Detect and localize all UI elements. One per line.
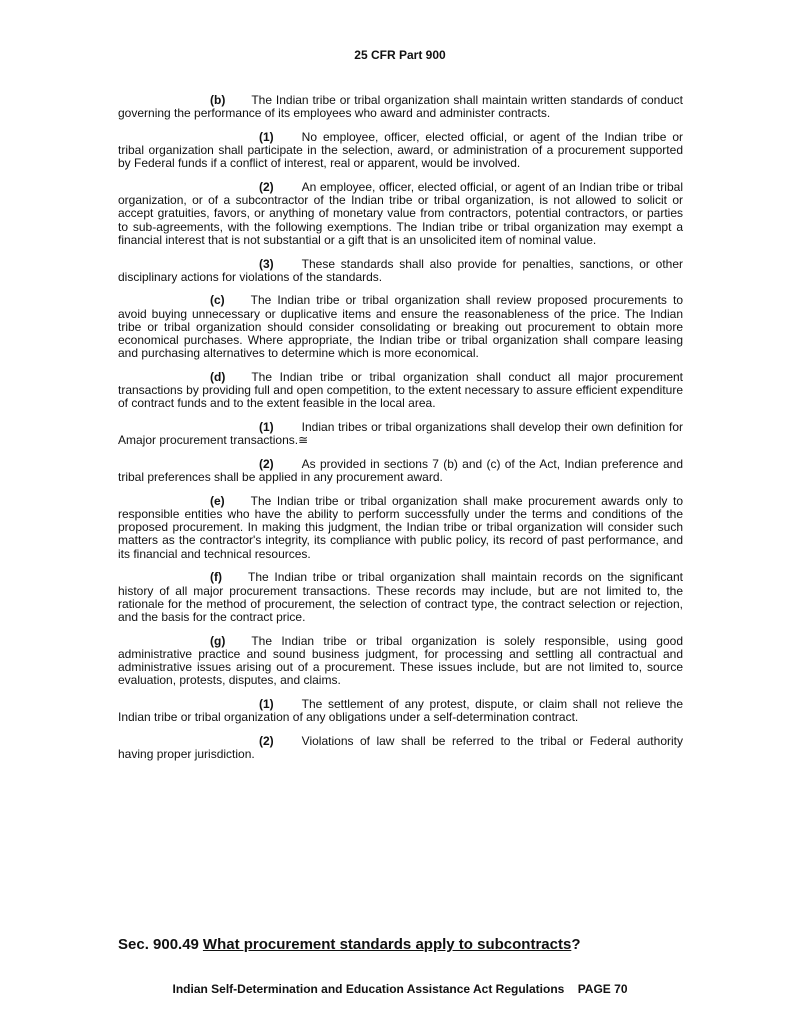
paragraph-label: (e) [210, 493, 225, 508]
paragraph-text: The Indian tribe or tribal organization shall review proposed procurements to avoid buying unnecessary or duplicative items and ensure the reasonableness of the price. The Indian tribe or tribal organization should consider consolidating or breaking out procurement to obtain more economical purchases. Where appropriate, the Indian tribe or tribal organization shall compare leasing and purchasing alternatives to determine which is more economical. [118, 293, 683, 361]
paragraph [118, 495, 683, 561]
paragraph-label: (2) [259, 180, 274, 195]
footer-text: Indian Self-Determination and Education Assistance Act Regulations [172, 982, 565, 996]
paragraph-text: The settlement of any protest, dispute, or claim shall not relieve the Indian tribe or tribal organization of any obligations under a self-determination contract. [118, 697, 683, 725]
section-number: Sec. 900.49 [118, 936, 199, 953]
paragraph-text: An employee, officer, elected official, or agent of an Indian tribe or tribal organization, or of a subcontractor of the Indian tribe or tribal organization, is not allowed to solicit or accept gratuities, favors, or anything of monetary value from contractors, potential contractors, or parties to sub-agreements, with the following exemptions. The Indian tribe or tribal organization may exempt a financial interest that is not substantial or a gift that is an unsolicited item of nominal value. [118, 180, 683, 247]
paragraph-label: (c) [210, 293, 225, 308]
paragraph-text: As provided in sections 7 (b) and (c) of the Act, Indian preference and tribal preferences shall be applied in any procurement award. [118, 456, 683, 485]
section-title-text: What procurement standards apply to subcontracts [202, 936, 572, 953]
paragraph-label: (b) [210, 93, 226, 107]
paragraph-label: (d) [210, 369, 226, 384]
paragraph-label: (1) [259, 129, 274, 144]
paragraph [118, 635, 683, 688]
paragraph-text: The Indian tribe or tribal organization shall conduct all major procurement transactions by providing full and open competition, to the extent necessary to assure efficient expenditure of contract funds and to the extent feasible in the local area. [118, 369, 683, 411]
paragraph-text: These standards shall also provide for penalties, sanctions, or other disciplinary actions for violations of the standards. [118, 256, 683, 284]
document-body [118, 94, 683, 772]
paragraph-text: The Indian tribe or tribal organization shall maintain written standards of conduct governing the performance of its employees who award and administer contracts. [118, 93, 683, 121]
paragraph [118, 94, 683, 120]
section-heading [118, 936, 580, 953]
page-footer [0, 982, 800, 996]
paragraph-text: The Indian tribe or tribal organization is solely responsible, using good administrative practice and sound business judgment, for processing and settling all contractual and administrative issues arising out of a procurement. These issues include, but are not limited to, source evaluation, protests, disputes, and claims. [118, 633, 683, 688]
paragraph [118, 421, 683, 447]
paragraph [118, 571, 683, 624]
paragraph-label: (g) [210, 633, 226, 648]
paragraph-text: No employee, officer, elected official, or agent of the Indian tribe or tribal organization shall participate in the selection, award, or administration of a procurement supported by Federal funds if a conflict of interest, real or apparent, would be involved. [118, 129, 683, 171]
paragraph-label: (2) [259, 733, 274, 748]
paragraph [118, 258, 683, 284]
paragraph [118, 735, 683, 761]
paragraph [118, 698, 683, 724]
paragraph-label: (2) [259, 456, 274, 471]
paragraph [118, 131, 683, 171]
paragraph-label: (f) [210, 570, 222, 585]
page-header: 25 CFR Part 900 [354, 48, 446, 62]
paragraph [118, 294, 683, 360]
section-punct: ? [571, 936, 581, 953]
paragraph-label: (1) [259, 420, 274, 435]
paragraph [118, 371, 683, 411]
paragraph-label: (1) [259, 697, 274, 712]
paragraph-text: Indian tribes or tribal organizations shall develop their own definition for Amajor procurement transactions.≅ [118, 420, 683, 448]
paragraph [118, 458, 683, 484]
paragraph [118, 181, 683, 247]
paragraph-text: Violations of law shall be referred to the tribal or Federal authority having proper jurisdiction. [118, 733, 683, 762]
paragraph-text: The Indian tribe or tribal organization shall make procurement awards only to responsible entities who have the ability to perform successfully under the terms and conditions of the proposed procurement. In making this judgment, the Indian tribe or tribal organization will consider such matters as the contractor's integrity, its compliance with public policy, its record of past performance, and its financial and technical resources. [118, 493, 683, 561]
paragraph-text: The Indian tribe or tribal organization shall maintain records on the significant history of all major procurement transactions. These records may include, but are not limited to, the rationale for the method of procurement, the selection of contract type, the contract selection or rejection, and the basis for the contract price. [118, 570, 683, 624]
paragraph-label: (3) [259, 256, 274, 271]
page-number: PAGE 70 [577, 982, 628, 996]
